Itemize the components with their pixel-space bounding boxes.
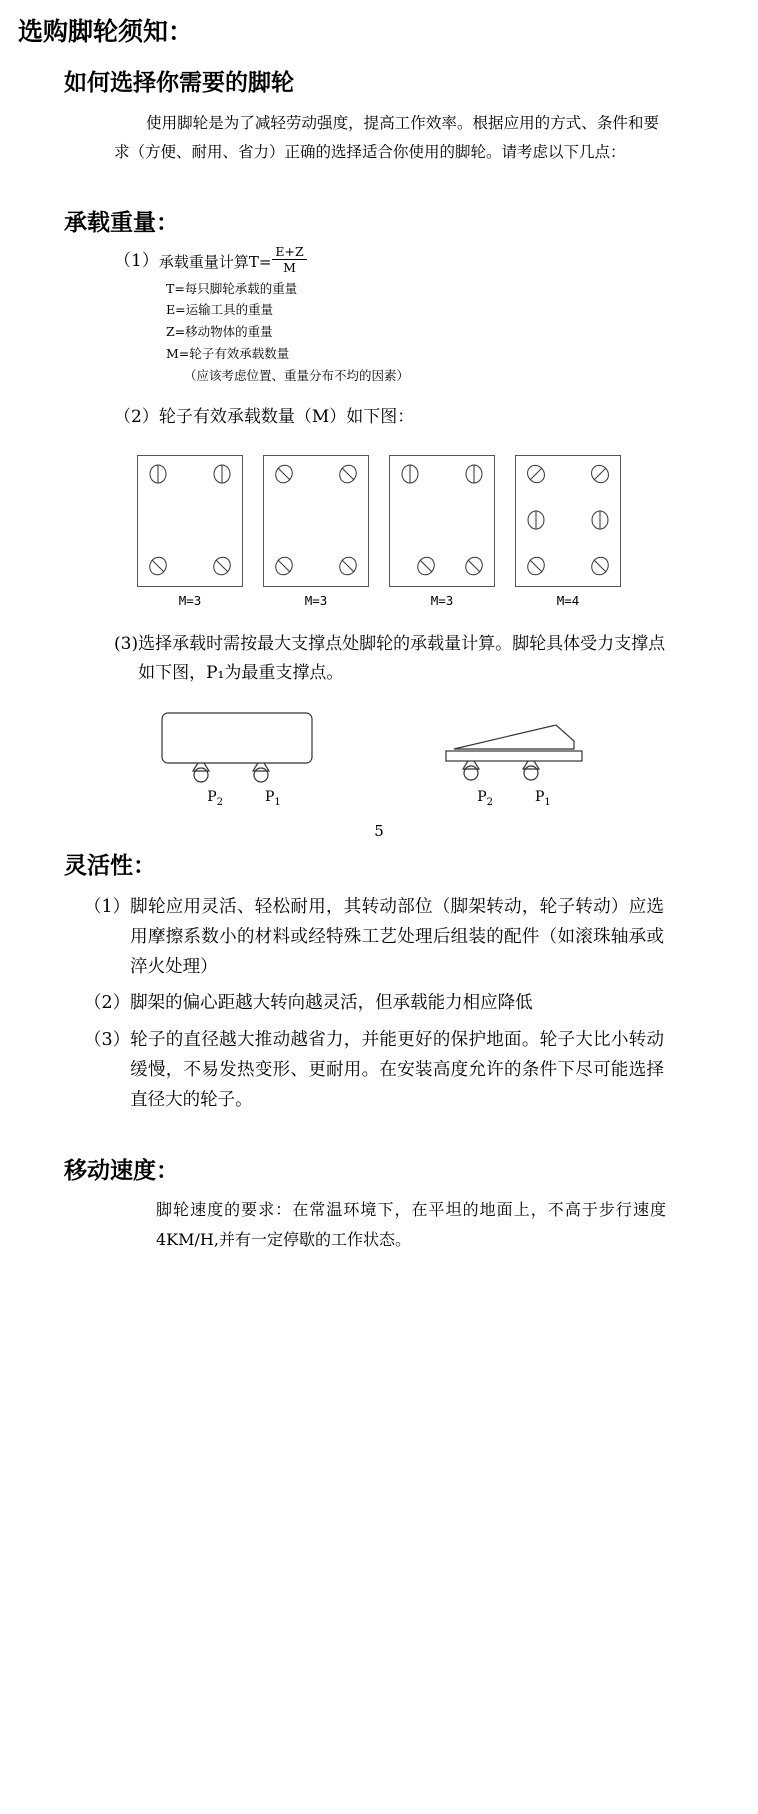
load-item-3-text: 选择承载时需按最大支撑点处脚轮的承载量计算。脚轮具体受力支撑点如下图，P₁为最重支撑点。 — [138, 633, 666, 684]
figure-label-2: M=3 — [304, 592, 328, 608]
wedge-cart-labels — [477, 789, 551, 808]
list-item-marker: （3） — [84, 1029, 131, 1050]
support-point-figures — [18, 707, 740, 808]
formula-legend — [166, 278, 740, 387]
formula-denominator: M — [283, 260, 296, 276]
support-label-p2: $P_2$ — [207, 789, 223, 808]
section-heading-moving-speed: 移动速度： — [64, 1156, 179, 1184]
cart-outline — [137, 455, 243, 587]
legend-line-m: M=轮子有效承载数量 — [166, 346, 290, 362]
figure-flat-cart — [154, 707, 334, 808]
formula-fraction — [272, 245, 306, 275]
intro-text: 使用脚轮是为了减轻劳动强度，提高工作效率。根据应用的方式、条件和要求（方便、耐用、省力）正确的选择适合你使用的脚轮。请考虑以下几点： — [114, 114, 659, 161]
flat-cart-labels — [207, 789, 281, 808]
support-label-p1: $P_1$ — [535, 789, 551, 808]
legend-note: （应该考虑位置、重量分布不均的因素） — [184, 368, 410, 384]
list-item — [84, 1025, 664, 1115]
cart-outline — [515, 455, 621, 587]
figure-m3-b — [263, 455, 369, 608]
page-number: 5 — [374, 821, 384, 840]
flat-cart-svg — [154, 707, 334, 787]
list-item-text: 轮子的直径越大推动越省力，并能更好的保护地面。轮子大比小转动缓慢，不易发热变形、更耐用。在安装高度允许的条件下尽可能选择直径大的轮子。 — [130, 1029, 664, 1110]
caster-layout-svg — [138, 456, 242, 586]
load-item-2-text: 轮子有效承载数量（M）如下图： — [158, 406, 415, 427]
figure-label-3: M=3 — [430, 592, 454, 608]
caster-layout-svg — [390, 456, 494, 586]
figure-m4 — [515, 455, 621, 608]
list-item-marker: （1） — [84, 897, 131, 918]
load-item-1-number: （1） — [114, 250, 159, 271]
figure-label-4: M=4 — [556, 592, 580, 608]
list-item-marker: （2） — [84, 993, 131, 1014]
support-label-p1: $P_1$ — [265, 789, 281, 808]
caster-layout-svg — [264, 456, 368, 586]
formula-numerator: E+Z — [275, 243, 304, 259]
caster-layout-svg — [516, 456, 620, 586]
load-formula — [158, 243, 307, 277]
section-heading-load-weight: 承载重量： — [64, 208, 179, 236]
page-title: 选购脚轮须知： — [18, 17, 194, 46]
list-item — [84, 892, 664, 982]
load-item-1 — [114, 243, 674, 278]
figure-m3-a — [137, 455, 243, 608]
cart-outline — [389, 455, 495, 587]
load-item-3-number: (3) — [114, 633, 139, 654]
load-item-1-text — [158, 243, 674, 278]
flexibility-list — [18, 892, 740, 1115]
formula-lead: 承载重量计算T= — [158, 252, 272, 271]
intro-paragraph — [114, 109, 659, 166]
legend-line-t: T=每只脚轮承载的重量 — [166, 280, 298, 296]
figure-m3-c — [389, 455, 495, 608]
support-label-p2: $P_2$ — [477, 789, 493, 808]
legend-line-z: Z=移动物体的重量 — [166, 324, 273, 340]
section-heading-how-to-choose: 如何选择你需要的脚轮 — [64, 69, 294, 96]
cart-outline — [263, 455, 369, 587]
list-item — [84, 988, 664, 1018]
load-item-3 — [114, 630, 674, 690]
section-heading-flexibility: 灵活性： — [64, 851, 156, 879]
figure-label-1: M=3 — [178, 592, 202, 608]
moving-speed-paragraph: 脚轮速度的要求：在常温环境下，在平坦的地面上，不高于步行速度4KM/H,并有一定停歇的工作状态。 — [156, 1199, 666, 1249]
wedge-cart-svg — [424, 707, 604, 787]
load-item-2-number: （2） — [114, 406, 159, 427]
figure-wedge-cart — [424, 707, 604, 808]
list-item-text: 脚轮应用灵活、轻松耐用，其转动部位（脚架转动，轮子转动）应选用摩擦系数小的材料或经特殊工艺处理后组装的配件（如滚珠轴承或淬火处理） — [130, 897, 664, 978]
load-item-2 — [114, 403, 674, 433]
caster-configuration-figures — [18, 455, 740, 608]
list-item-text: 脚架的偏心距越大转向越灵活，但承载能力相应降低 — [130, 993, 533, 1014]
legend-line-e: E=运输工具的重量 — [166, 302, 274, 318]
